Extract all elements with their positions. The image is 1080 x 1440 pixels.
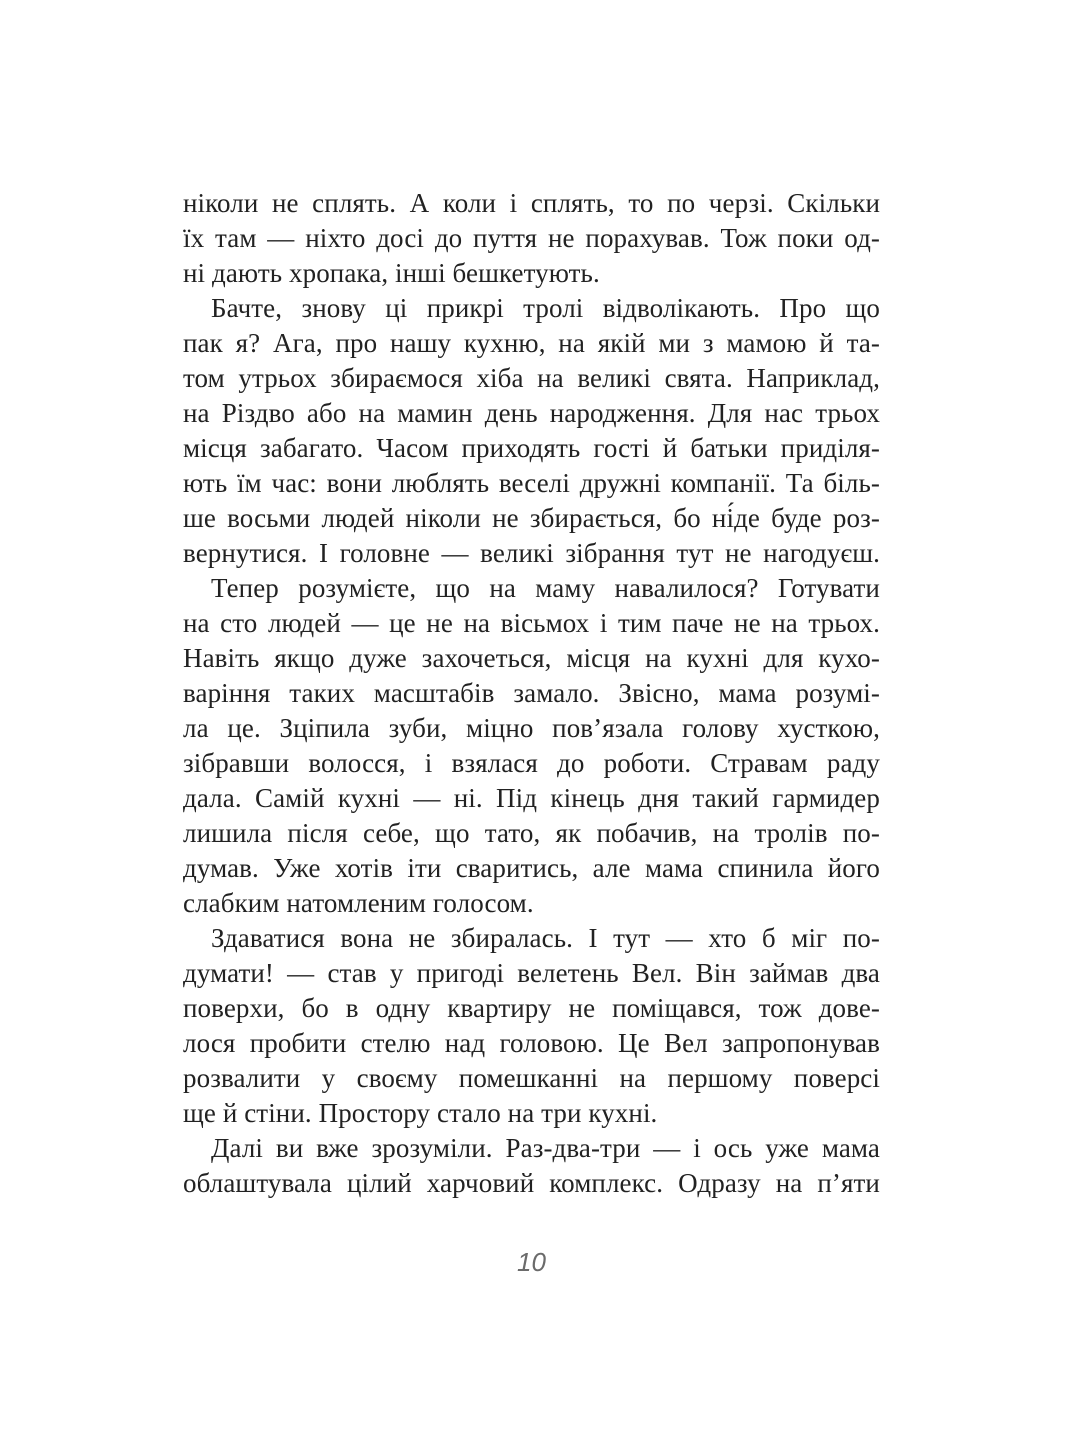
text-line: слабким натомленим голосом. (183, 888, 534, 918)
paragraph (183, 291, 880, 571)
page-number: 10 (517, 1247, 546, 1277)
paragraph (183, 186, 880, 291)
text-line: ше восьми людей ніколи не збирається, бо ні́де буде роз- (183, 503, 880, 533)
text-line: облаштувала цілий харчовий комплекс. Одразу на п’яти (183, 1168, 880, 1198)
text-line: поверхи, бо в одну квартиру не поміщався, тож дове- (183, 993, 880, 1023)
text-line: варіння таких масштабів замало. Звісно, мама розумі- (183, 678, 880, 708)
paragraph (183, 571, 880, 921)
text-line: лишила після себе, що тато, як побачив, на тролів по- (183, 818, 880, 848)
text-line: думати! — став у пригоді велетень Вел. Він займав два (183, 958, 880, 988)
text-line: вернутися. І головне — великі зібрання тут не нагодуєш. (183, 538, 880, 568)
text-line: том утрьох збираємося хіба на великі свята. Наприклад, (183, 363, 880, 393)
text-line: місця забагато. Часом приходять гості й батьки приділя- (183, 433, 880, 463)
text-line: на сто людей — це не на вісьмох і тим паче не на трьох. (183, 608, 880, 638)
text-line: Навіть якщо дуже захочеться, місця на кухні для кухо- (183, 643, 880, 673)
text-line: дала. Самій кухні — ні. Під кінець дня такий гармидер (183, 783, 880, 813)
text-line: ніколи не сплять. А коли і сплять, то по черзі. Скільки (183, 188, 880, 218)
text-line: їх там — ніхто досі до пуття не порахував. Тож поки од- (183, 223, 880, 253)
text-line: ють їм час: вони люблять веселі дружні компанії. Та біль- (183, 468, 880, 498)
paragraph (183, 1131, 880, 1201)
text-line: Бачте, знову ці прикрі тролі відволікають. Про що (211, 293, 880, 323)
paragraph (183, 921, 880, 1131)
text-line: розвалити у своєму помешканні на першому поверсі (183, 1063, 880, 1093)
text-line: ла це. Зціпила зуби, міцно пов’язала голову хусткою, (183, 713, 880, 743)
text-line: ще й стіни. Простору стало на три кухні. (183, 1098, 658, 1128)
text-line: Тепер розумієте, що на маму навалилося? Готувати (211, 573, 880, 603)
text-line: Далі ви вже зрозуміли. Раз-два-три — і ось уже мама (211, 1133, 880, 1163)
text-block (183, 186, 880, 1201)
text-line: ні дають хропака, інші бешкетують. (183, 258, 600, 288)
text-line: зібравши волосся, і взялася до роботи. Стравам раду (183, 748, 880, 778)
text-line: пак я? Ага, про нашу кухню, на якій ми з мамою й та- (183, 328, 880, 358)
text-line: на Різдво або на мамин день народження. Для нас трьох (183, 398, 880, 428)
text-line: лося пробити стелю над головою. Це Вел запропонував (183, 1028, 880, 1058)
text-line: Здаватися вона не збиралась. І тут — хто б міг по- (211, 923, 880, 953)
text-line: думав. Уже хотів іти сваритись, але мама спинила його (183, 853, 880, 883)
